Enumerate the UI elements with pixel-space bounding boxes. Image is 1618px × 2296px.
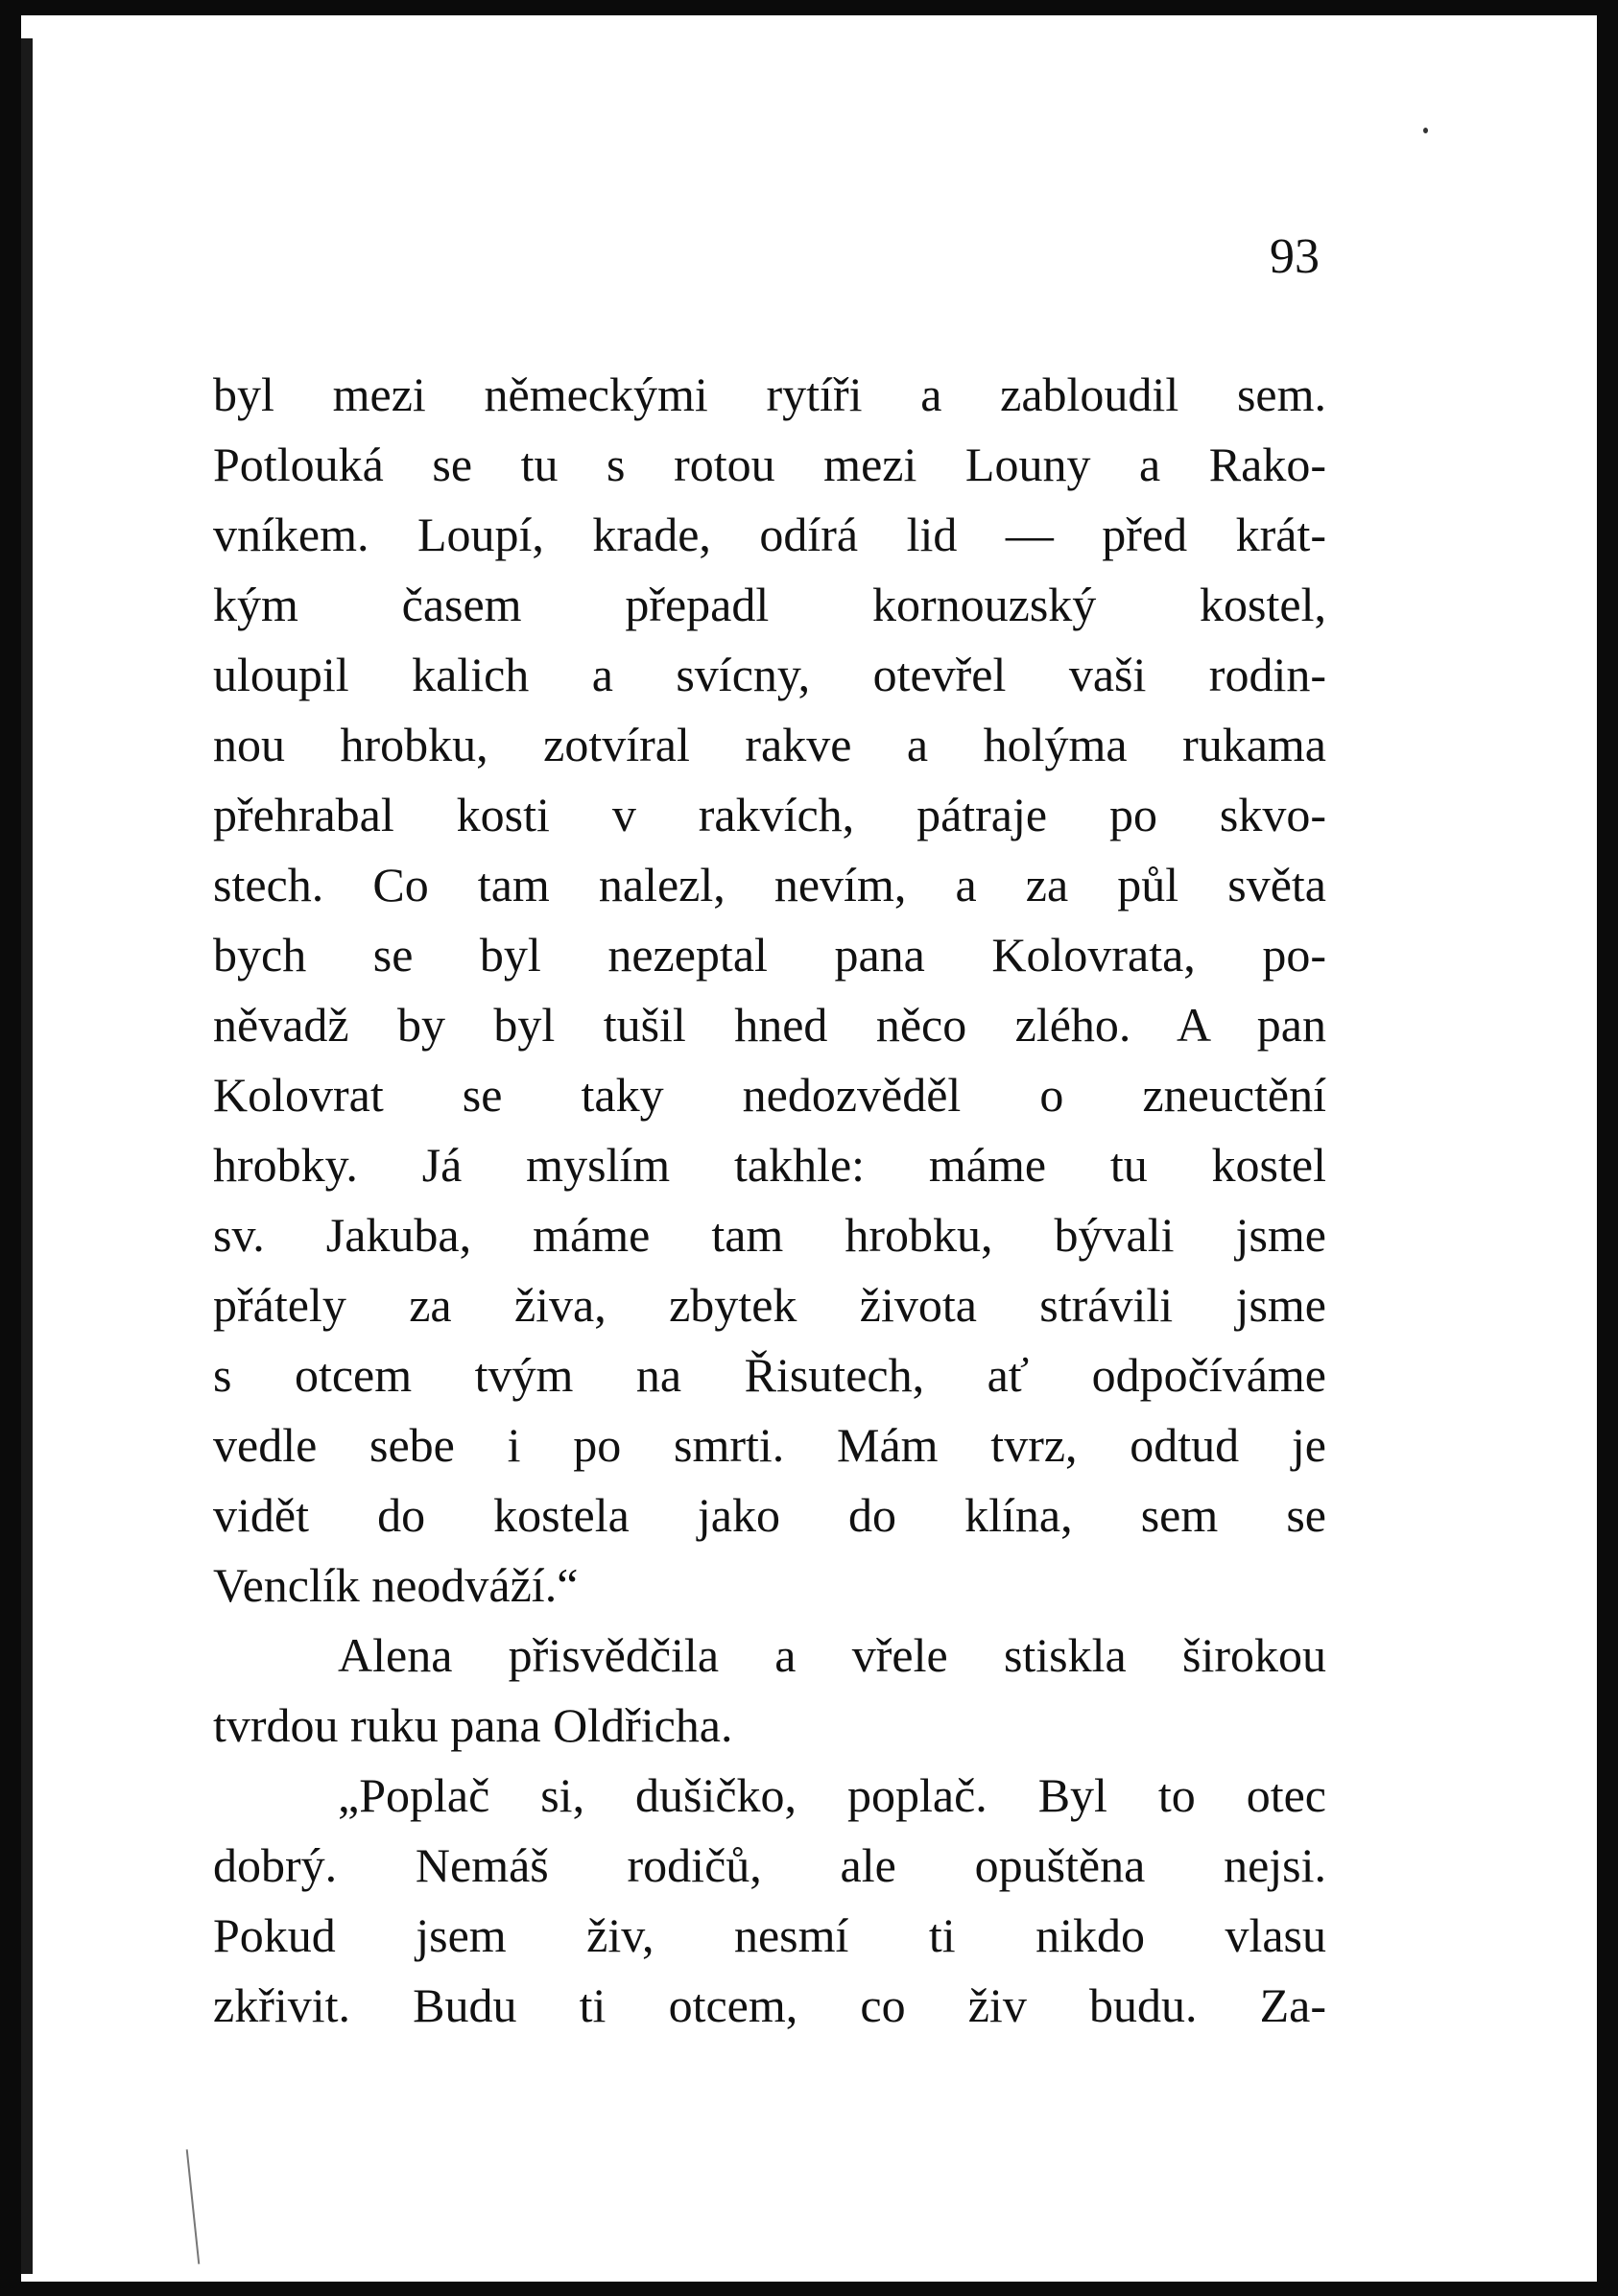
- book-spine-shadow: [21, 38, 33, 2274]
- text-line: zkřivit. Budu ti otcem, co živ budu. Za-: [213, 1978, 1326, 2032]
- scan-border-right: [1597, 0, 1618, 2296]
- scan-border-top: [0, 0, 1618, 15]
- text-line: nou hrobku, zotvíral rakve a holýma rukama: [213, 718, 1326, 771]
- scan-border-bottom: [0, 2282, 1618, 2296]
- text-line: Potlouká se tu s rotou mezi Louny a Rako-: [213, 438, 1326, 491]
- text-line: Kolovrat se taky nedozvěděl o zneuctění: [213, 1068, 1326, 1122]
- text-line: bych se byl nezeptal pana Kolovrata, po-: [213, 928, 1326, 982]
- text-line: „Poplač si, dušičko, poplač. Byl to otec: [338, 1768, 1326, 1822]
- text-line: přátely za živa, zbytek života strávili jsme: [213, 1278, 1326, 1332]
- text-line: vníkem. Loupí, krade, odírá lid — před krát-: [213, 508, 1326, 561]
- text-line: Pokud jsem živ, nesmí ti nikdo vlasu: [213, 1908, 1326, 1962]
- scan-border-left: [0, 0, 21, 2296]
- body-text: [213, 360, 1326, 2041]
- text-line: hrobky. Já myslím takhle: máme tu kostel: [213, 1138, 1326, 1192]
- text-line: něvadž by byl tušil hned něco zlého. A pan: [213, 998, 1326, 1052]
- text-line: přehrabal kosti v rakvích, pátraje po skvo-: [213, 788, 1326, 841]
- text-line: dobrý. Nemáš rodičů, ale opuštěna nejsi.: [213, 1838, 1326, 1892]
- text-line: Venclík neodváží.“: [213, 1558, 579, 1612]
- text-line: uloupil kalich a svícny, otevřel vaši rodin-: [213, 648, 1326, 701]
- text-line: sv. Jakuba, máme tam hrobku, bývali jsme: [213, 1208, 1326, 1262]
- text-line: vedle sebe i po smrti. Mám tvrz, odtud je: [213, 1418, 1326, 1472]
- text-line: kým časem přepadl kornouzský kostel,: [213, 578, 1326, 631]
- text-line: s otcem tvým na Řisutech, ať odpočíváme: [213, 1348, 1326, 1402]
- paper-speck: [1423, 128, 1428, 133]
- text-line: tvrdou ruku pana Oldřicha.: [213, 1698, 733, 1752]
- paper-scratch: [186, 2149, 201, 2264]
- text-line: stech. Co tam nalezl, nevím, a za půl světa: [213, 858, 1326, 911]
- page-number: 93: [1270, 229, 1320, 284]
- text-line: byl mezi německými rytíři a zabloudil sem.: [213, 367, 1326, 421]
- text-line: vidět do kostela jako do klína, sem se: [213, 1488, 1326, 1542]
- text-line: Alena přisvědčila a vřele stiskla širokou: [338, 1628, 1326, 1682]
